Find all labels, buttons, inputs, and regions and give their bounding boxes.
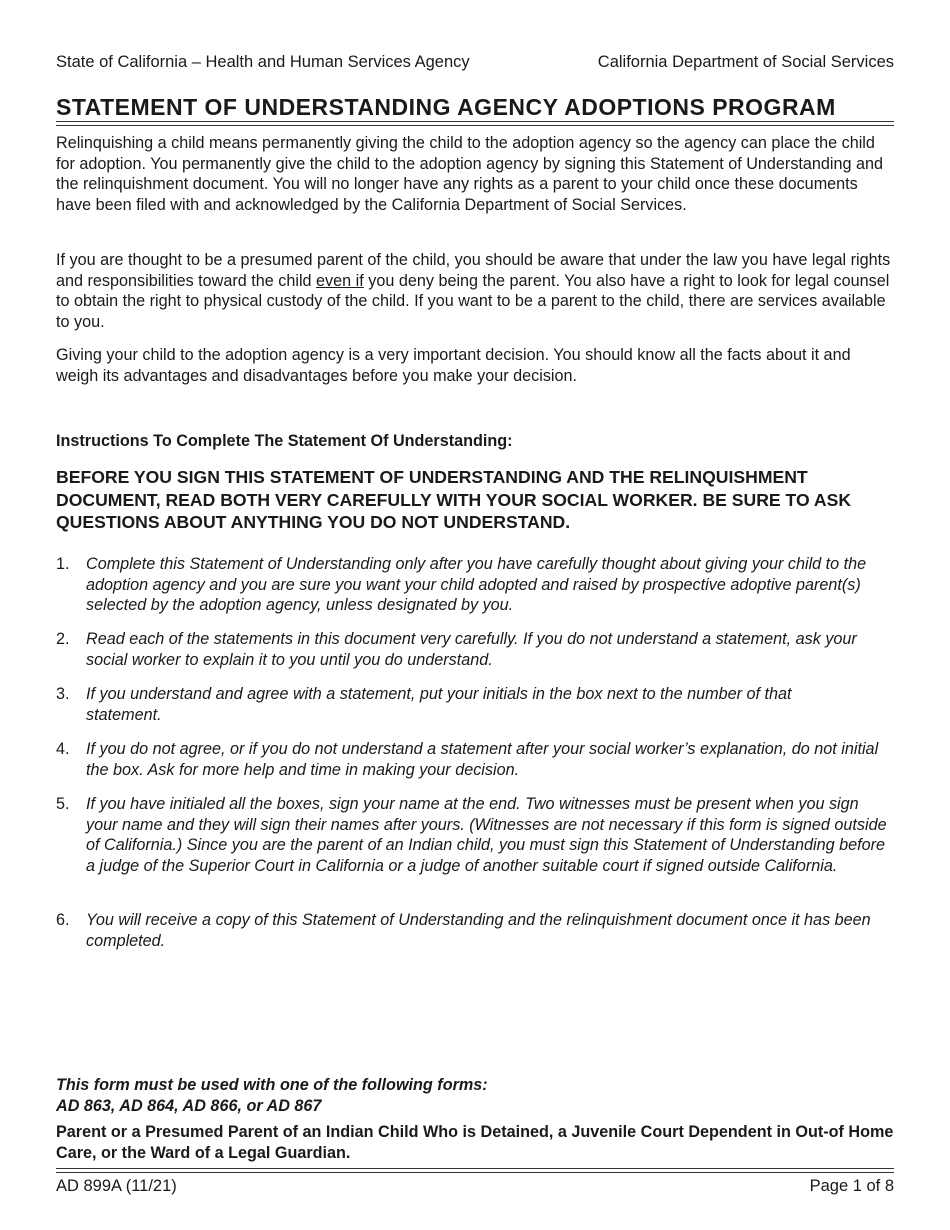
item-text: You will receive a copy of this Statement of Understanding and the relinquishment document once it has been completed. <box>86 911 871 950</box>
item-text: Complete this Statement of Understanding only after you have carefully thought about giving your child to the adoption agency and you are sure you want your child adopted and raised by prospective adoptive parent(s) selected by the adoption agency, unless designated by you. <box>86 555 867 614</box>
item-text: Read each of the statements in this document very carefully. If you do not understand a statement, ask your social worker to explain it to you until you do understand. <box>86 630 857 669</box>
item-text: If you do not agree, or if you do not understand a statement after your social worker’s explanation, do not initial the box. Ask for more help and time in making your decision. <box>86 740 879 779</box>
presumed-parent-text-start: If you are thought to be a presumed parent of the child, you should be aware that under the law you have legal rights and responsibilities toward the child <box>56 251 891 290</box>
item-number: 2. <box>56 630 70 648</box>
related-forms-note <box>56 1075 894 1117</box>
form-subject: Parent or a Presumed Parent of an Indian Child Who is Detained, a Juvenile Court Dependent in Out-of Home Care, or the Ward of a Legal Guardian. <box>56 1123 894 1162</box>
item-text: If you understand and agree with a statement, put your initials in the box next to the number of that statement. <box>86 685 792 724</box>
underlined-phrase: even if <box>316 271 364 290</box>
item-number: 5. <box>56 795 70 813</box>
page-footer <box>56 1175 894 1197</box>
item-text: If you have initialed all the boxes, sign your name at the end. Two witnesses must be present when you sign your name and they will sign their names after yours. (Witnesses are not necessary if this form is signed outside of California.) Since you are the parent of an Indian child, you must sign this Statement of Understanding before a judge of the Superior Court in California or a judge of another suitable court if signed outside California. <box>86 795 887 875</box>
warning-statement: BEFORE YOU SIGN THIS STATEMENT OF UNDERSTANDING AND THE RELINQUISHMENT DOCUMENT, READ BOTH VERY CAREFULLY WITH YOUR SOCIAL WORKER. BE SURE TO ASK QUESTIONS ABOUT ANYTHING YOU DO NOT UNDERSTAND. <box>56 467 852 532</box>
instructions-heading: Instructions To Complete The Statement Of Understanding: <box>56 432 513 450</box>
item-number: 3. <box>56 685 70 703</box>
item-number: 6. <box>56 911 70 929</box>
department-name: California Department of Social Services <box>597 53 894 71</box>
page-header <box>56 51 894 73</box>
presumed-parent-paragraph <box>56 250 894 332</box>
document-title: STATEMENT OF UNDERSTANDING AGENCY ADOPTIONS PROGRAM <box>56 94 836 120</box>
title-divider <box>56 121 894 126</box>
decision-paragraph: Giving your child to the adoption agency is a very important decision. You should know all the facts about it and weigh its advantages and disadvantages before you make your decision. <box>56 346 851 385</box>
form-id: AD 899A (11/21) <box>56 1177 177 1195</box>
page-number: Page 1 of 8 <box>809 1177 894 1195</box>
presumed-parent-text-end: you deny being the parent. You also have a right to look for legal counsel to obtain the right to physical custody of the child. If you want to be a parent to the child, there are services available to you. <box>56 271 890 331</box>
related-forms-list: AD 863, AD 864, AD 866, or AD 867 <box>56 1097 322 1115</box>
footer-divider <box>56 1168 894 1173</box>
related-forms-intro: This form must be used with one of the following forms: <box>56 1076 488 1094</box>
item-number: 4. <box>56 740 70 758</box>
agency-name: State of California – Health and Human Services Agency <box>56 53 470 71</box>
intro-paragraph: Relinquishing a child means permanently giving the child to the adoption agency so the agency can place the child for adoption. You permanently give the child to the adoption agency by signing this Statement of Understanding and the relinquishment document. You will no longer have any rights as a parent to your child once these documents have been filed with and acknowledged by the California Department of Social Services. <box>56 134 884 214</box>
item-number: 1. <box>56 555 70 573</box>
